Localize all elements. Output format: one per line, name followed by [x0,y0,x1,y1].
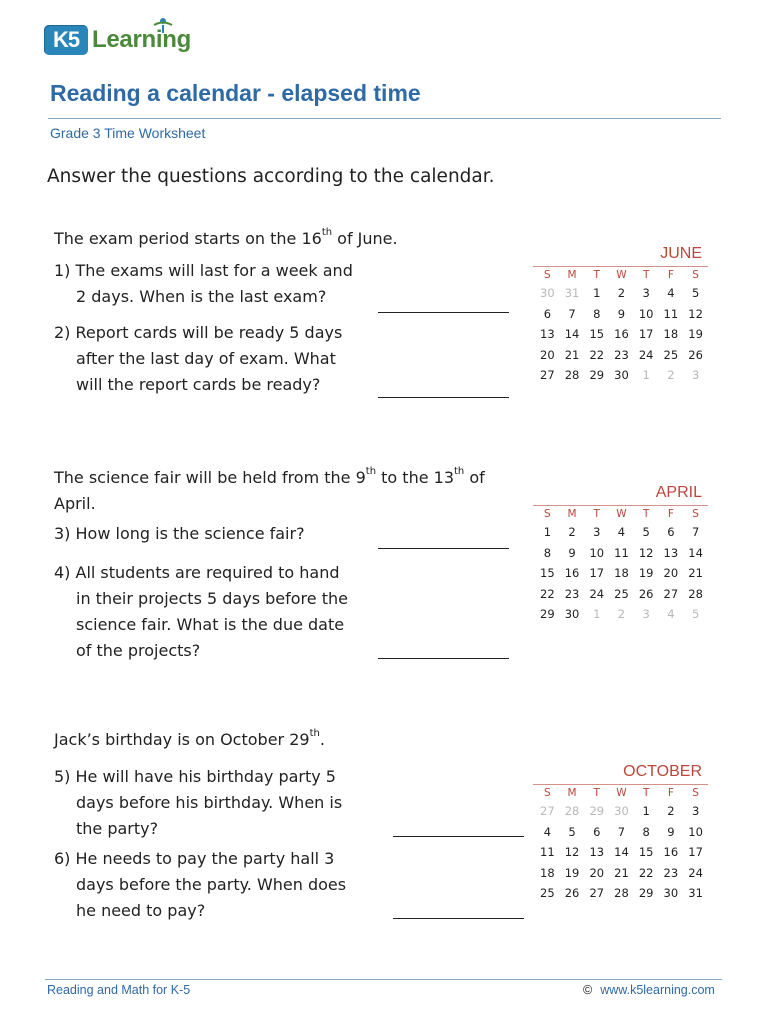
calendar-day: 12 [564,845,580,860]
calendar-day: 12 [688,306,703,321]
calendar-day: 18 [540,865,555,880]
page-title: Reading a calendar - elapsed time [50,80,421,106]
weekday-label: S [544,269,551,281]
calendar-day: 15 [589,327,605,342]
logo-wordmark: Learning [92,26,191,53]
calendar-day: 1 [543,525,552,540]
calendar-day: 14 [564,327,580,342]
calendar-week-row [535,822,708,843]
calendar-divider [533,505,708,506]
calendar-day: 29 [638,886,654,901]
answer-blank-6[interactable] [393,918,524,919]
weekday-label: M [567,787,577,799]
question-line: in their projects 5 days before the [76,589,348,608]
answer-blank-5[interactable] [393,836,524,837]
calendar-day-other-month: 4 [667,607,675,622]
calendar-day: 29 [589,368,605,383]
copyright-icon: © [583,983,593,997]
section-intro [54,465,485,517]
weekday-header-row [535,267,708,283]
question-line: 2 days. When is the last exam? [76,287,327,306]
footer-tagline: Reading and Math for K-5 [47,983,191,997]
calendar-day: 26 [688,347,703,362]
calendar-day: 30 [614,368,629,383]
question-1 [54,258,353,310]
calendar-day: 25 [540,886,555,901]
calendar-month-name: JUNE [660,245,702,262]
calendar-day: 13 [589,845,605,860]
calendar-day: 11 [540,845,555,860]
intro-text: April. [54,494,96,513]
calendar-day: 21 [688,566,703,581]
intro-sup: th [365,466,377,477]
calendar-day: 14 [614,845,629,860]
section-intro [54,226,398,252]
page-subtitle: Grade 3 Time Worksheet [50,125,206,141]
question-line: the party? [76,819,159,838]
calendar-grid [535,506,708,625]
question-6 [54,846,346,924]
calendar-month-name: APRIL [655,484,702,501]
calendar-day: 8 [642,824,650,839]
weekday-label: M [567,508,577,520]
calendar-day: 11 [663,306,679,321]
calendar-day: 30 [564,607,580,622]
calendar-day: 18 [614,566,629,581]
logo-figure-icon [151,16,175,36]
weekday-label: M [567,269,577,281]
calendar-day: 10 [589,545,605,560]
calendar-divider [533,784,708,785]
calendar-day: 24 [638,347,654,362]
calendar-day: 22 [540,586,555,601]
question-line: 1) The exams will last for a week and [54,261,353,280]
calendar-day: 14 [688,545,703,560]
calendar-day: 17 [589,566,605,581]
title-divider [48,118,721,119]
calendar-day: 24 [688,865,703,880]
answer-blank-4[interactable] [378,658,509,659]
question-line: science fair. What is the due date [76,615,345,634]
calendar-day: 2 [667,804,675,819]
weekday-label: W [616,787,627,799]
calendar-day: 3 [691,804,700,819]
calendar-month-name: OCTOBER [623,763,702,780]
weekday-label: S [692,787,699,799]
footer-url[interactable]: www.k5learning.com [600,983,715,997]
calendar-day: 27 [589,886,605,901]
calendar-week-row [535,365,708,386]
calendar-day: 3 [642,286,650,301]
calendar-october [533,762,708,904]
weekday-label: T [593,269,600,281]
calendar-day: 7 [617,824,626,839]
calendar-day: 16 [614,327,629,342]
k5-learning-logo [44,20,191,60]
section-intro [54,727,325,753]
calendar-day: 19 [564,865,580,880]
intro-text: of June. [332,229,398,248]
calendar-week-row [535,345,708,366]
weekday-label: T [642,787,650,799]
calendar-day: 2 [617,286,626,301]
calendar-day: 27 [663,586,679,601]
calendar-day: 4 [617,525,626,540]
calendar-day: 6 [543,306,552,321]
calendar-day: 1 [593,286,601,301]
intro-text: Jack’s birthday is on October 29 [54,730,310,749]
intro-text: to the 13 [376,468,454,487]
calendar-day: 16 [564,566,580,581]
calendar-day: 4 [543,824,552,839]
question-2 [54,320,342,398]
calendar-day: 10 [688,824,703,839]
calendar-day-other-month: 30 [614,804,629,819]
instructions: Answer the questions according to the calendar. [47,166,495,187]
calendar-day: 9 [617,306,626,321]
weekday-label: F [667,269,674,281]
calendar-day: 24 [589,586,605,601]
calendar-day: 5 [568,824,576,839]
weekday-label: S [692,269,699,281]
question-line: 2) Report cards will be ready 5 days [54,323,343,342]
intro-text: . [319,730,325,749]
calendar-divider [533,266,708,267]
weekday-label: S [692,508,699,520]
calendar-april [533,483,708,625]
question-line: 6) He needs to pay the party hall 3 [54,849,335,868]
intro-sup: th [309,728,320,739]
calendar-day: 23 [663,865,679,880]
calendar-grid [535,267,708,386]
weekday-label: F [667,787,674,799]
calendar-day: 18 [663,327,679,342]
question-line: 5) He will have his birthday party 5 [54,767,336,786]
calendar-day-other-month: 29 [589,804,605,819]
weekday-header-row [535,785,708,801]
answer-blank-1[interactable] [378,312,509,313]
calendar-day: 2 [568,525,576,540]
calendar-week-row [535,324,708,345]
answer-blank-2[interactable] [378,397,509,398]
calendar-day: 13 [663,545,679,560]
calendar-day: 20 [540,347,555,362]
calendar-day: 28 [564,368,580,383]
intro-text: The exam period starts on the 16 [54,229,322,248]
weekday-label: T [642,508,650,520]
question-line: 4) All students are required to hand [54,563,340,582]
calendar-day: 7 [691,525,700,540]
calendar-day: 7 [568,306,576,321]
calendar-day: 20 [663,566,679,581]
calendar-day: 23 [564,586,580,601]
intro-sup: th [321,227,333,238]
question-4 [54,560,348,664]
calendar-day: 22 [589,347,605,362]
calendar-day: 3 [593,525,601,540]
calendar-day: 21 [614,865,629,880]
calendar-day: 21 [564,347,580,362]
question-line: 3) How long is the science fair? [54,524,305,543]
weekday-header-row [535,506,708,522]
calendar-week-row [535,304,708,325]
weekday-label: S [544,787,551,799]
question-5 [54,764,342,842]
calendar-june [533,244,708,386]
calendar-day: 10 [638,306,654,321]
logo-badge: K5 [44,25,88,55]
calendar-day: 11 [614,545,629,560]
calendar-day: 8 [593,306,601,321]
calendar-day-other-month: 28 [564,804,580,819]
calendar-day: 13 [540,327,555,342]
calendar-day-other-month: 31 [564,286,580,301]
calendar-day: 27 [540,368,555,383]
weekday-label: T [593,508,600,520]
calendar-week-row [535,604,708,625]
weekday-label: T [593,787,600,799]
calendar-day: 17 [638,327,654,342]
question-line: days before his birthday. When is [76,793,343,812]
intro-text: of [464,468,485,487]
calendar-day: 22 [638,865,654,880]
intro-sup: th [454,466,465,477]
calendar-day-other-month: 2 [617,607,626,622]
calendar-day: 29 [540,607,555,622]
calendar-day-other-month: 2 [667,368,675,383]
calendar-day: 15 [540,566,555,581]
calendar-day: 17 [688,845,703,860]
calendar-day: 19 [688,327,703,342]
question-line: days before the party. When does [76,875,347,894]
calendar-day-other-month: 3 [691,368,700,383]
calendar-week-row [535,863,708,884]
calendar-day-other-month: 30 [540,286,555,301]
calendar-day: 25 [614,586,629,601]
calendar-day: 16 [663,845,679,860]
calendar-day: 6 [667,525,675,540]
calendar-week-row [535,522,708,543]
calendar-day-other-month: 5 [691,607,700,622]
calendar-grid [535,785,708,904]
weekday-label: W [616,269,627,281]
weekday-label: W [616,508,627,520]
footer-divider [45,979,722,980]
calendar-day: 9 [667,824,675,839]
calendar-week-row [535,883,708,904]
question-3 [54,521,305,547]
calendar-day: 15 [638,845,654,860]
weekday-label: F [667,508,674,520]
calendar-day: 20 [589,865,605,880]
question-line: he need to pay? [76,901,206,920]
calendar-day: 6 [593,824,601,839]
question-line: will the report cards be ready? [76,375,321,394]
calendar-day: 26 [564,886,580,901]
calendar-day-other-month: 1 [593,607,601,622]
calendar-week-row [535,563,708,584]
calendar-day: 26 [638,586,654,601]
calendar-day: 1 [642,804,650,819]
calendar-day: 8 [543,545,552,560]
intro-text: The science fair will be held from the 9 [54,468,366,487]
calendar-day-other-month: 3 [642,607,650,622]
question-line: after the last day of exam. What [76,349,336,368]
question-line: of the projects? [76,641,201,660]
calendar-day: 19 [638,566,654,581]
calendar-day: 28 [688,586,703,601]
calendar-week-row [535,584,708,605]
calendar-day: 12 [638,545,654,560]
calendar-week-row [535,543,708,564]
calendar-day: 9 [568,545,576,560]
calendar-day: 5 [691,286,700,301]
calendar-week-row [535,801,708,822]
calendar-week-row [535,842,708,863]
calendar-day: 28 [614,886,629,901]
calendar-day: 25 [663,347,679,362]
footer-site [583,983,715,997]
calendar-day: 30 [663,886,679,901]
calendar-day: 4 [667,286,675,301]
calendar-day: 31 [688,886,703,901]
answer-blank-3[interactable] [378,548,509,549]
weekday-label: S [544,508,551,520]
calendar-day: 5 [642,525,650,540]
calendar-day-other-month: 1 [642,368,650,383]
calendar-week-row [535,283,708,304]
weekday-label: T [642,269,650,281]
calendar-day-other-month: 27 [540,804,555,819]
calendar-day: 23 [614,347,629,362]
